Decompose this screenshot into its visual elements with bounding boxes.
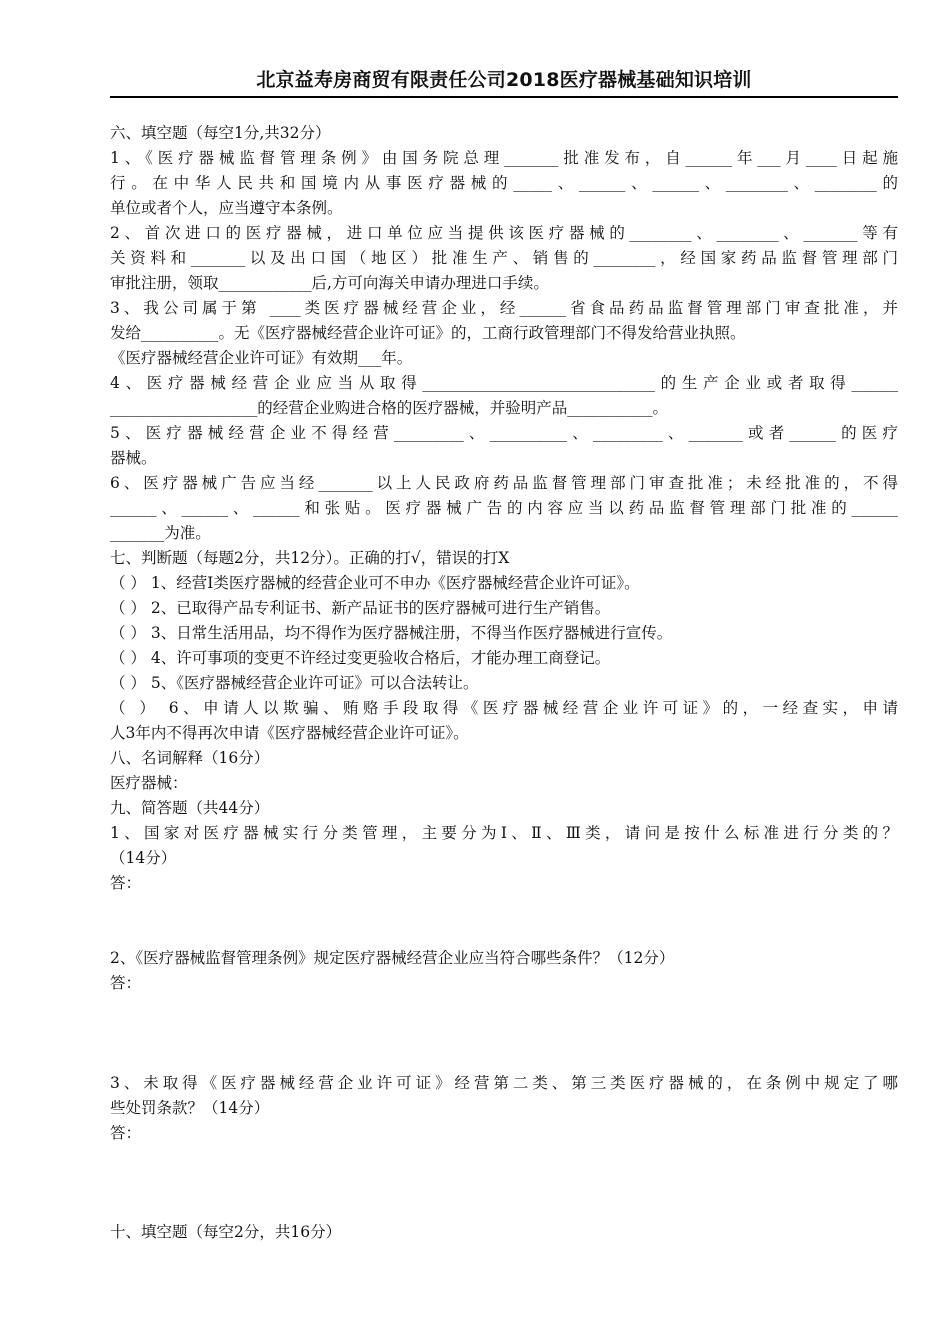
text-line: 审批注册，领取____________后,方可向海关申请办理进口手续。 bbox=[110, 274, 549, 292]
question-line: 3、未取得《医疗器械经营企业许可证》经营第二类、第三类医疗器械的，在条例中规定了哪 bbox=[110, 1074, 898, 1092]
text-line: 4、医疗器械经营企业应当从取得______________________________的生产企业或者取得______ bbox=[110, 374, 898, 392]
judgment-item: （ ） 5、《医疗器械经营企业许可证》可以合法转让。 bbox=[110, 674, 479, 692]
text-line: 行。在中华人民共和国境内从事医疗器械的_____、______、______、________、________的 bbox=[110, 174, 898, 192]
term-label: 医疗器械： bbox=[110, 774, 188, 792]
judgment-item: （ ） 6、申请人以欺骗、贿赂手段取得《医疗器械经营企业许可证》的，一经查实，申请 bbox=[110, 699, 898, 717]
question-line: 1、国家对医疗器械实行分类管理，主要分为Ⅰ、Ⅱ、Ⅲ类，请问是按什么标准进行分类的？ bbox=[110, 824, 898, 842]
text-line: 《医疗器械经营企业许可证》有效期___年。 bbox=[110, 349, 413, 367]
section-8-heading: 八、名词解释（16分） bbox=[110, 749, 270, 767]
answer-label: 答： bbox=[110, 974, 142, 992]
text-line: _______为准。 bbox=[110, 524, 211, 542]
section-6-heading: 六、填空题（每空1分,共32分） bbox=[110, 124, 331, 142]
question-line: 些处罚条款？（14分） bbox=[110, 1099, 270, 1117]
text-line: 3、我公司属于第 ____类医疗器械经营企业，经______省食品药品监督管理部门审查批准，并 bbox=[110, 299, 898, 317]
text-line: 1、《医疗器械监督管理条例》由国务院总理_______批准发布，自______年___月____日起施 bbox=[110, 149, 898, 167]
question-line: 2、《医疗器械监督管理条例》规定医疗器械经营企业应当符合哪些条件？（12分） bbox=[110, 949, 675, 967]
text-line: 单位或者个人，应当遵守本条例。 bbox=[110, 199, 343, 217]
question-line: （14分） bbox=[110, 849, 177, 867]
judgment-item: （ ） 4、许可事项的变更不许经过变更验收合格后，才能办理工商登记。 bbox=[110, 649, 611, 667]
judgment-item: （ ） 2、已取得产品专利证书、新产品证书的医疗器械可进行生产销售。 bbox=[110, 599, 611, 617]
answer-label: 答： bbox=[110, 874, 142, 892]
text-line: 2、首次进口的医疗器械，进口单位应当提供该医疗器械的________、________、_______等有 bbox=[110, 224, 898, 242]
text-line: 关资料和_______以及出口国（地区）批准生产、销售的________，经国家药品监督管理部门 bbox=[110, 249, 898, 267]
text-line: ___________________的经营企业购进合格的医疗器械，并验明产品___________。 bbox=[110, 399, 669, 417]
judgment-item: （ ） 1、经营Ⅰ类医疗器械的经营企业可不申办《医疗器械经营企业许可证》。 bbox=[110, 574, 640, 592]
text-line: 发给__________。无《医疗器械经营企业许可证》的，工商行政管理部门不得发给营业执照。 bbox=[110, 324, 746, 342]
section-9-heading: 九、简答题（共44分） bbox=[110, 799, 270, 817]
text-line: 器械。 bbox=[110, 449, 157, 467]
section-10-heading: 十、填空题（每空2分，共16分） bbox=[110, 1223, 342, 1241]
text-line: 人3年内不得再次申请《医疗器械经营企业许可证》。 bbox=[110, 724, 469, 742]
text-line: 5、医疗器械经营企业不得经营_________、__________、_________、_______或者______的医疗 bbox=[110, 424, 898, 442]
judgment-item: （ ） 3、日常生活用品，均不得作为医疗器械注册，不得当作医疗器械进行宣传。 bbox=[110, 624, 673, 642]
page-title: 北京益寿房商贸有限责任公司2018医疗器械基础知识培训 bbox=[256, 69, 752, 91]
text-line: 6、医疗器械广告应当经_______以上人民政府药品监督管理部门审查批准；未经批准的，不得 bbox=[110, 474, 898, 492]
section-7-heading: 七、判断题（每题2分，共12分）。正确的打√，错误的打X bbox=[110, 549, 510, 567]
answer-label: 答： bbox=[110, 1124, 142, 1142]
text-line: ______、______、______和张贴。医疗器械广告的内容应当以药品监督管理部门批准的______ bbox=[110, 499, 898, 517]
page-header bbox=[110, 66, 898, 98]
